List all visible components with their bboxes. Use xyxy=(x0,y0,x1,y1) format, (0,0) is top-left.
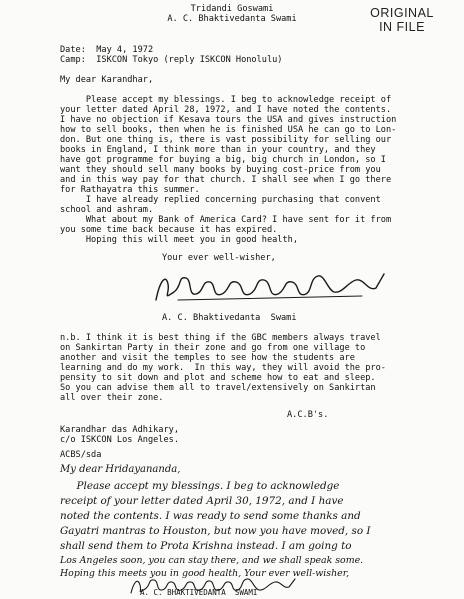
body-line: for Rathayatra this summer. xyxy=(60,185,200,195)
stamp-line-1: ORIGINAL xyxy=(370,6,434,20)
initials: A.C.B's. xyxy=(287,410,329,420)
postscript-line: another and visit the temples to see how the students are xyxy=(60,353,355,363)
closing: Your ever well-wisher, xyxy=(162,253,276,263)
stamp-line-2: IN FILE xyxy=(379,20,425,34)
body-line: Please accept my blessings. I beg to acknowledge receipt of xyxy=(60,95,392,105)
handwritten-salutation: My dear Hridayananda, xyxy=(60,464,181,475)
postscript-line: n.b. I think it is best thing if the GBC members always travel xyxy=(60,333,381,343)
letterhead-title: Tridandi Goswami xyxy=(190,4,274,14)
letter-camp: Camp: ISKCON Tokyo (reply ISKCON Honolulu) xyxy=(60,55,283,65)
handwritten-line: Please accept my blessings. I beg to acknowledge xyxy=(60,480,340,492)
body-line: What about my Bank of America Card? I have sent for it from xyxy=(60,215,392,225)
handwritten-typed-name: A. C. BHAKTIVEDANTA SWAMI xyxy=(140,588,258,597)
postscript-line: on Sankirtan Party in their zone and go from one village to xyxy=(60,343,366,353)
handwritten-line: receipt of your letter dated April 30, 1972, and I have xyxy=(60,495,344,507)
body-line: Hoping this will meet you in good health, xyxy=(60,235,298,245)
body-line: don. But one thing is, there is vast possibility for selling our xyxy=(60,135,392,145)
body-line: I have no objection if Kesava tours the USA and gives instruction xyxy=(60,115,397,125)
recipient-line: Karandhar das Adhikary, xyxy=(60,425,179,435)
handwritten-line: Los Angeles soon, you can stay there, and we shall speak some. xyxy=(60,555,364,566)
body-line: your letter dated April 28, 1972, and I have noted the contents. xyxy=(60,105,392,115)
letterhead-name: A. C. Bhaktivedanta Swami xyxy=(167,14,297,24)
body-line: want they should sell many books by buying cost-price from you xyxy=(60,165,381,175)
handwritten-line: Hoping this meets you in good health, Your ever well-wisher, xyxy=(60,568,350,579)
recipient-line: c/o ISKCON Los Angeles. xyxy=(60,435,179,445)
handwritten-line: noted the contents. I was ready to send some thanks and xyxy=(60,510,361,522)
postscript-line: pensity to sit down and plot and scheme how to eat and sleep. xyxy=(60,373,376,383)
body-line: you some time back because it has expired. xyxy=(60,225,278,235)
letter-date: Date: May 4, 1972 xyxy=(60,45,154,55)
body-line: how to sell books, then when he is finished USA he can go to Lon- xyxy=(60,125,397,135)
postscript-line: So you can advise them all to travel/extensively on Sankirtan xyxy=(60,383,376,393)
handwritten-line: Gayatri mantras to Houston, but now you have moved, so I xyxy=(60,525,371,537)
signatory-name: A. C. Bhaktivedanta Swami xyxy=(162,313,297,323)
body-line: have got programme for buying a big, big church in London, so I xyxy=(60,155,386,165)
body-line: books in England, I think more than in your country, and they xyxy=(60,145,376,155)
salutation: My dear Karandhar, xyxy=(60,75,154,85)
handwritten-line: shall send them to Prota Krishna instead. I am going to xyxy=(60,540,352,552)
body-line: school and ashram. xyxy=(60,205,154,215)
body-line: and in this way pay for that church. I shall see when I go there xyxy=(60,175,392,185)
reference-initials: ACBS/sda xyxy=(60,450,102,460)
postscript-line: learning and do my work. In this way, they will avoid the pro- xyxy=(60,363,386,373)
postscript-line: all over their zone. xyxy=(60,393,164,403)
body-line: I have already replied concerning purchasing that convent xyxy=(60,195,381,205)
handwritten-signature xyxy=(152,270,387,306)
